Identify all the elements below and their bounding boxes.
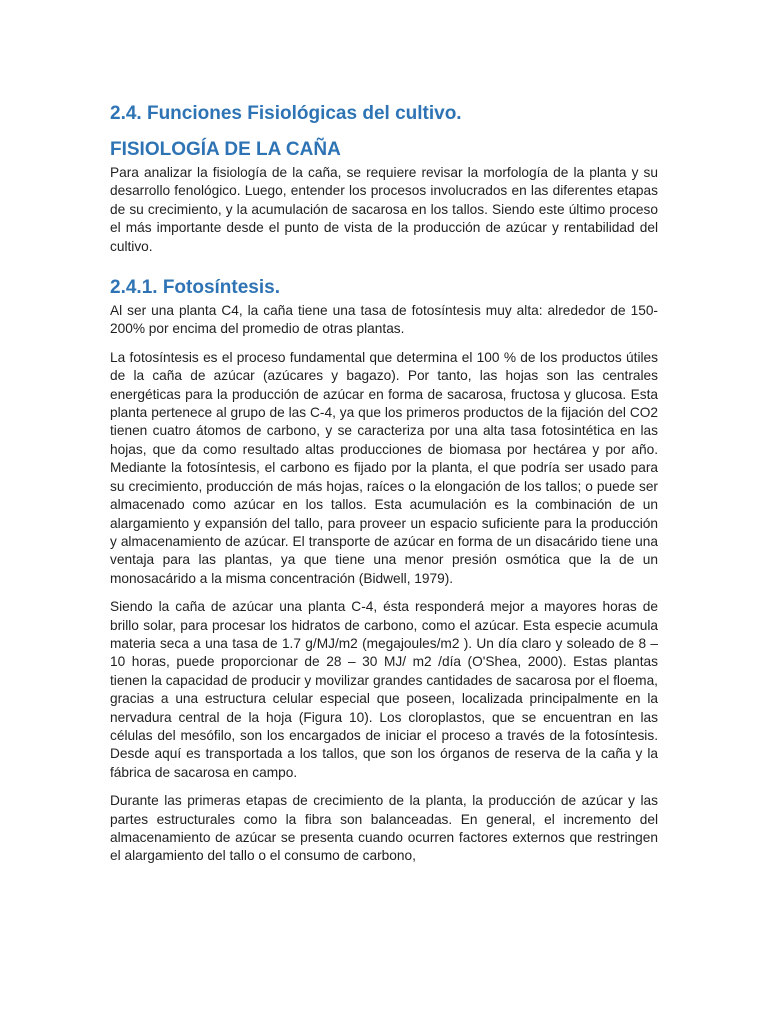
body-paragraph-1: Al ser una planta C4, la caña tiene una tasa de fotosíntesis muy alta: alrededor de 150-200% por encima del promedio de otras plantas.: [110, 303, 658, 337]
body-paragraph-3: Siendo la caña de azúcar una planta C-4, ésta responderá mejor a mayores horas de brillo solar, para procesar los hidratos de carbono, como el azúcar. Esta especie acumula materia seca a una tasa de 1.7 g/MJ/m2 (megajoules/m2 ). Un día claro y soleado de 8 – 10 horas, puede proporcionar de 28 – 30 MJ/ m2 /día (O'Shea, 2000). Estas plantas tienen la capacidad de producir y movilizar grandes cantidades de sacarosa por el floema, gracias a una estructura celular especial que poseen, localizada principalmente en la nervadura central de la hoja (Figura 10). Los cloroplastos, que se encuentran en las células del mesófilo, son los encargados de iniciar el proceso a través de la fotosíntesis. Desde aquí es transportada a los tallos, que son los órganos de reserva de la caña y la fábrica de sacarosa en campo.: [110, 599, 658, 780]
document-page: [110, 100, 658, 876]
body-paragraph-4: Durante las primeras etapas de crecimiento de la planta, la producción de azúcar y las partes estructurales como la fibra son balanceadas. En general, el incremento del almacenamiento de azúcar se presenta cuando ocurren factores externos que restringen el alargamiento del tallo o el consumo de carbono,: [110, 793, 658, 864]
intro-paragraph: Para analizar la fisiología de la caña, se requiere revisar la morfología de la planta y su desarrollo fenológico. Luego, entender los procesos involucrados en las diferentes etapas de su crecimiento, y la acumulación de sacarosa en los tallos. Siendo este último proceso el más importante desde el punto de vista de la producción de azúcar y rentabilidad del cultivo.: [110, 165, 658, 254]
subsection-heading: 2.4.1. Fotosíntesis.: [110, 277, 280, 299]
section-heading: 2.4. Funciones Fisiológicas del cultivo.: [110, 103, 462, 124]
body-paragraph-2: La fotosíntesis es el proceso fundamental que determina el 100 % de los productos útiles de la caña de azúcar (azúcares y bagazo). Por tanto, las hojas son las centrales energéticas para la producción de azúcar en forma de sacarosa, fructosa y glucosa. Esta planta pertenece al grupo de las C-4, ya que los primeros productos de la fijación del CO2 tienen cuatro átomos de carbono, y se caracteriza por una alta tasa fotosintética en las hojas, que da como resultado altas producciones de biomasa por hectárea y por año. Mediante la fotosíntesis, el carbono es fijado por la planta, el que podría ser usado para su crecimiento, producción de más hojas, raíces o la elongación de los tallos; o puede ser almacenado como azúcar en los tallos. Esta acumulación es la combinación de un alargamiento y expansión del tallo, para proveer un espacio suficiente para la producción y almacenamiento de azúcar. El transporte de azúcar en forma de un disacárido tiene una ventaja para las plantas, ya que tiene una menor presión osmótica que la de un monosacárido a la misma concentración (Bidwell, 1979).: [110, 349, 658, 586]
chapter-heading: FISIOLOGÍA DE LA CAÑA: [110, 139, 341, 160]
